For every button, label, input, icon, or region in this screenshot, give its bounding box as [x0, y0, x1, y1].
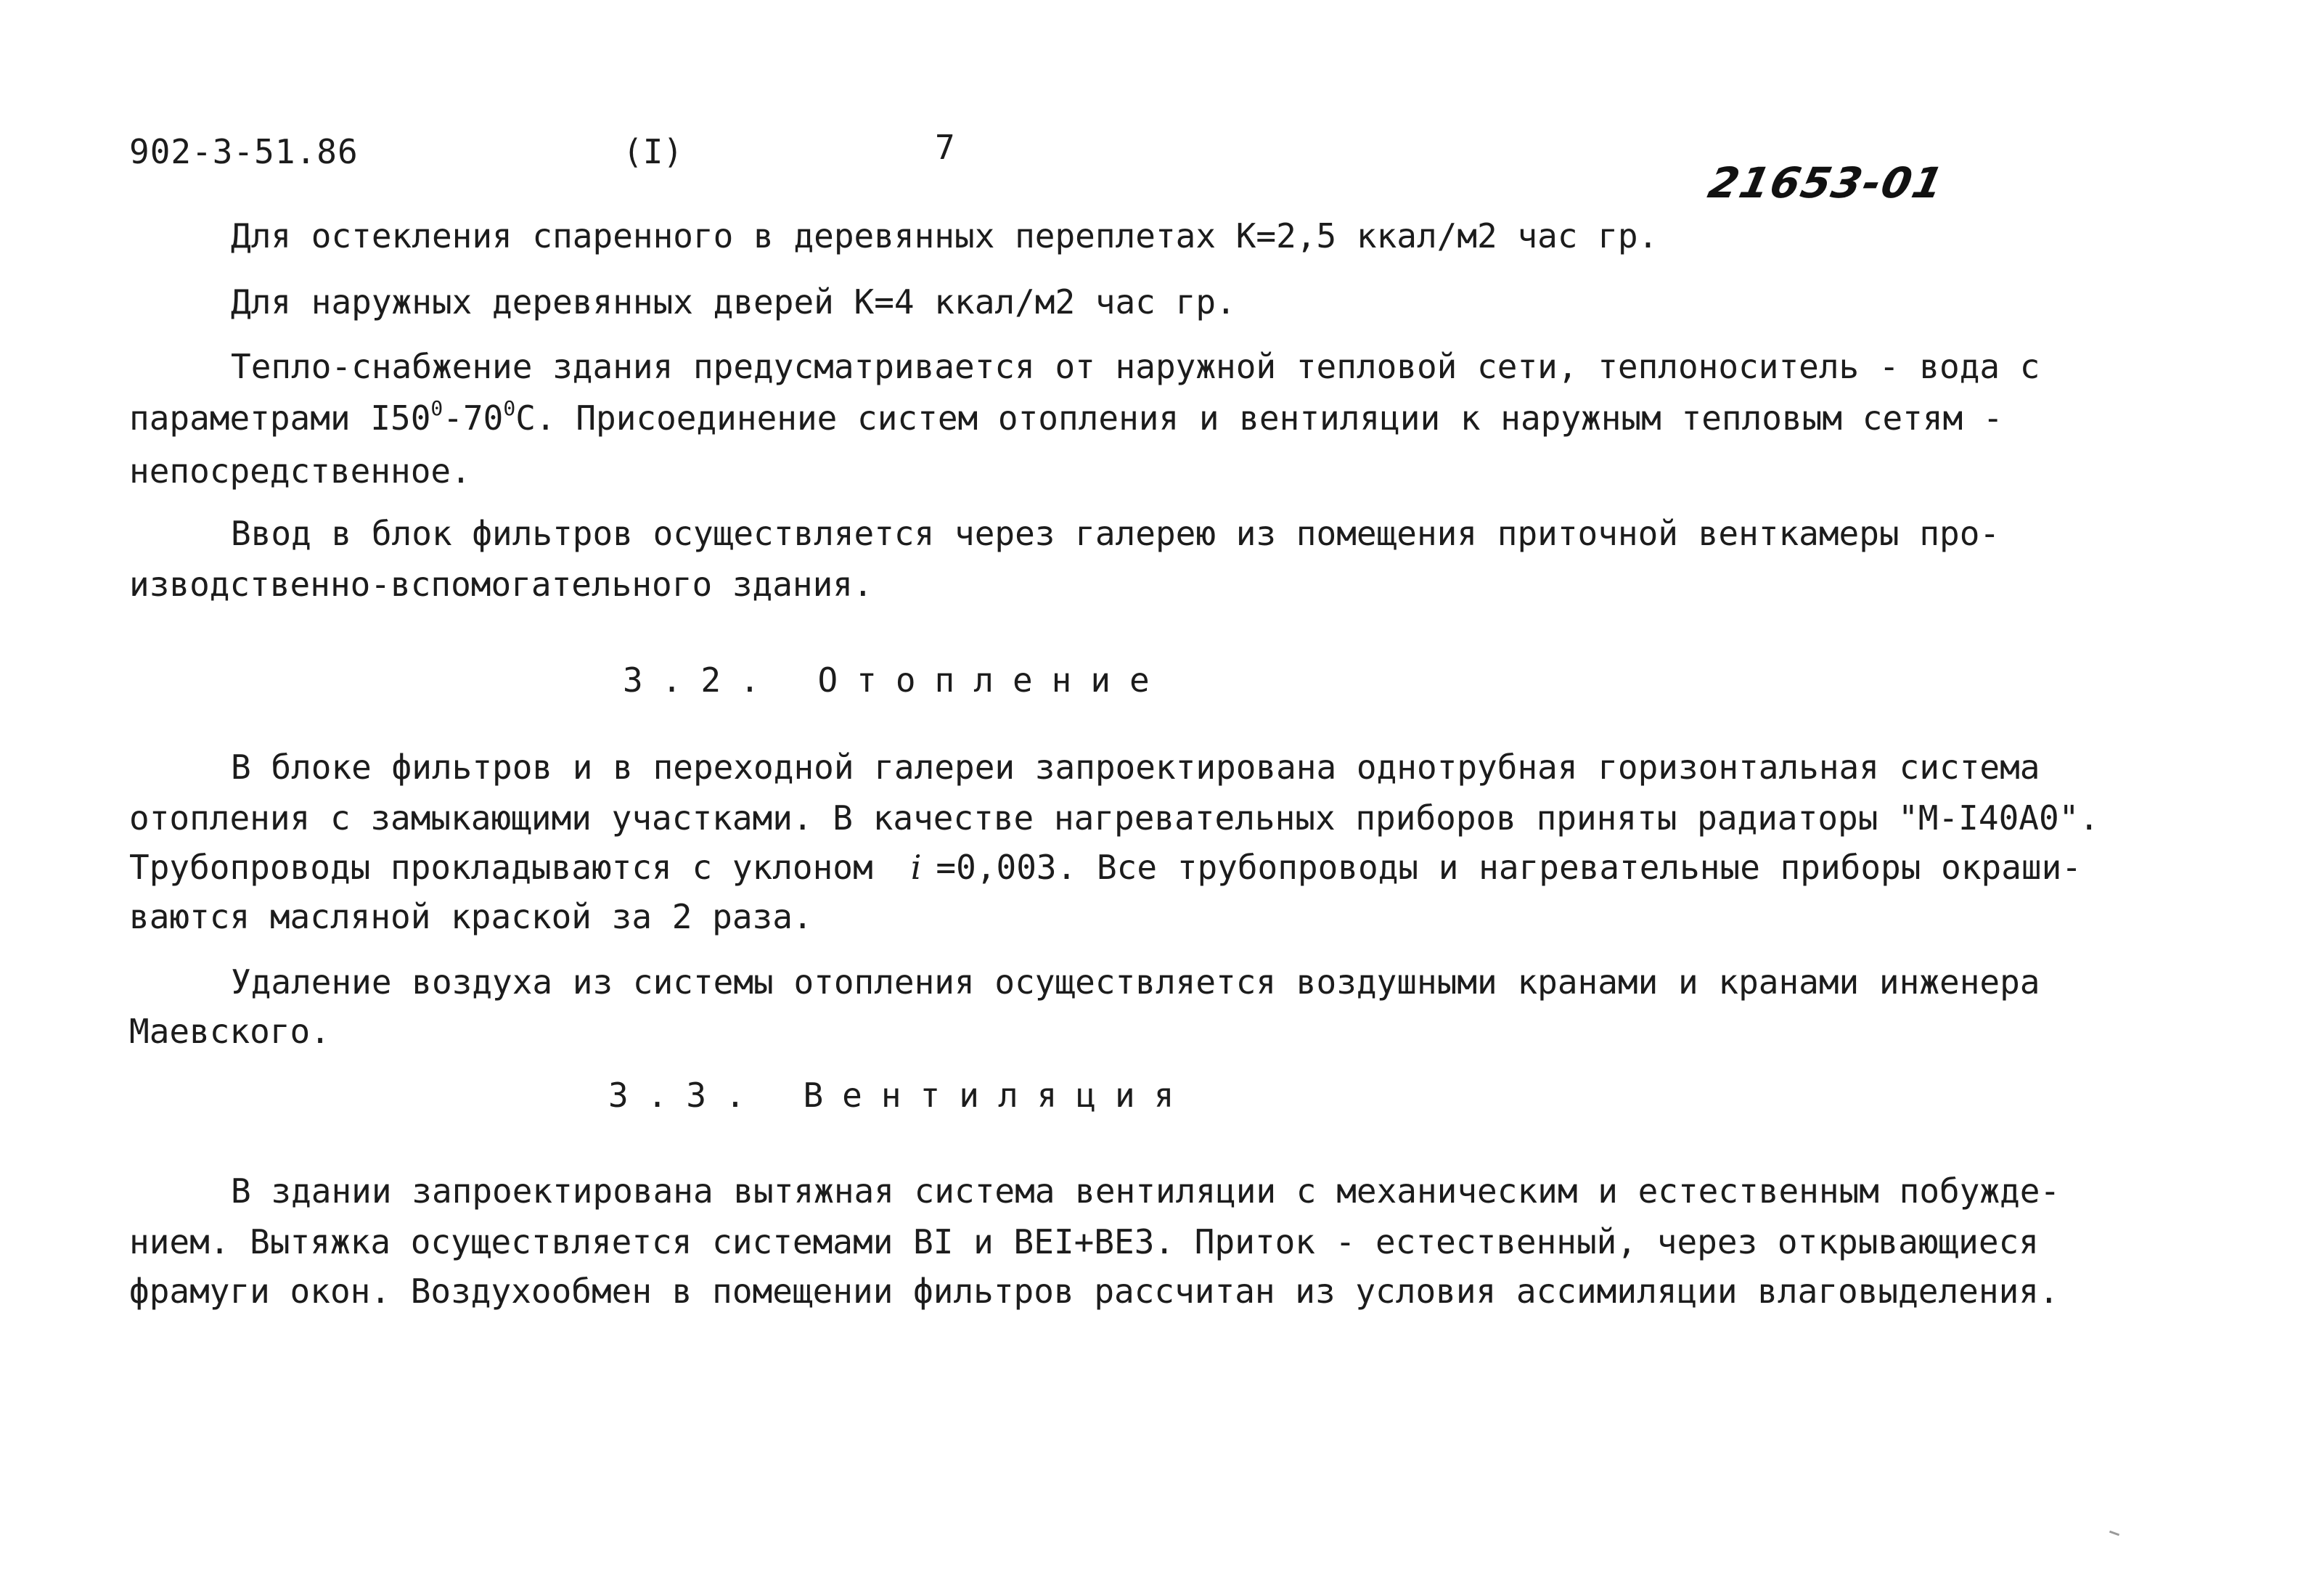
entry-line-2: изводственно-вспомогательного здания.: [129, 565, 873, 604]
heat-supply-line-1: Тепло-снабжение здания предусматривается от наружной тепловой сети, теплоноситель - вода с: [231, 347, 2040, 386]
sheet-label: (I): [623, 132, 684, 171]
section-heating-title: 3.2. Отопление: [623, 660, 1169, 700]
heat-supply-params-prefix: параметрами I50: [129, 398, 431, 438]
air-removal-line-2: Маевского.: [129, 1012, 330, 1051]
heating-line-1: В блоке фильтров и в переходной галереи запроектирована однотрубная горизонтальная система: [231, 748, 2040, 787]
intro-line-doors: Для наружных деревянных дверей К=4 ккал/м2 час гр.: [231, 282, 1236, 322]
heating-line-3: [129, 848, 2082, 887]
heat-supply-line-3: непосредственное.: [129, 451, 471, 491]
ventilation-line-3: фрамуги окон. Воздухообмен в помещении фильтров рассчитан из условия ассимиляции влаговыделения.: [129, 1272, 2059, 1311]
heating-line-4: ваются масляной краской за 2 раза.: [129, 897, 813, 936]
page-number: 7: [935, 128, 955, 167]
section-ventilation-title: 3.3. Вентиляция: [608, 1076, 1193, 1115]
heat-supply-params-suffix: С. Присоединение систем отопления и вентиляции к наружным тепловым сетям -: [515, 398, 2003, 438]
slope-symbol: i: [910, 848, 922, 887]
air-removal-line-1: Удаление воздуха из системы отопления осуществляется воздушными кранами и кранами инженера: [231, 962, 2040, 1002]
degree-sign-1: 0: [430, 396, 443, 420]
degree-sign-2: 0: [503, 396, 516, 420]
entry-line-1: Ввод в блок фильтров осуществляется через галерею из помещения приточной венткамеры про-: [231, 514, 2000, 553]
document-code: 902-3-51.86: [129, 132, 359, 171]
ventilation-line-1: В здании запроектирована вытяжная система вентиляции с механическим и естественным побужде-: [231, 1171, 2061, 1211]
handwritten-code: 21653-01: [1704, 158, 1949, 208]
heating-line-2: отопления с замыкающими участками. В качестве нагревательных приборов приняты радиаторы "М-I40А0".: [129, 798, 2100, 838]
ventilation-line-2: нием. Вытяжка осуществляется системами BI и BEI+BE3. Приток - естественный, через открывающиеся: [129, 1222, 2039, 1261]
heating-line-3-prefix: Трубопроводы прокладываются с уклоном: [129, 848, 873, 887]
scan-artifact: [2109, 1531, 2119, 1536]
heating-line-3-suffix: =0,003. Все трубопроводы и нагревательные приборы окраши-: [936, 848, 2082, 887]
intro-line-glazing: Для остекления спаренного в деревянных переплетах К=2,5 ккал/м2 час гр.: [231, 216, 1659, 255]
heat-supply-params-middle: -70: [443, 398, 504, 438]
heat-supply-line-2: [129, 396, 2003, 438]
